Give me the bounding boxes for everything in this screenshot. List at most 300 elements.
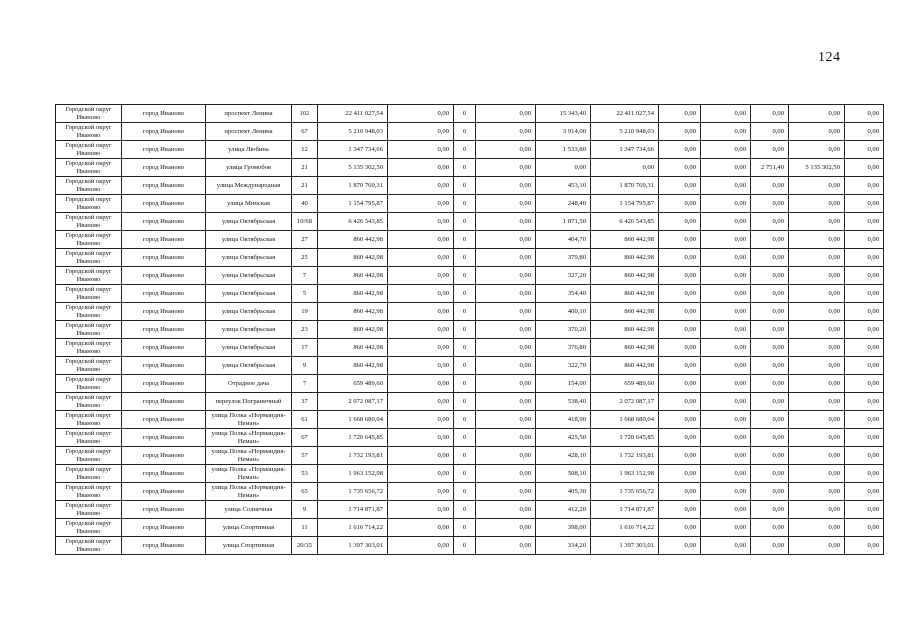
table-row (56, 249, 884, 267)
cell-cost-col-13: 0,00 (751, 321, 789, 339)
cell-street: проспект Ленина (206, 105, 292, 123)
cell-settlement: город Иваново (122, 105, 206, 123)
cell-count-col-7: 0 (454, 177, 476, 195)
cell-count-col-7: 0 (454, 303, 476, 321)
cell-settlement: город Иваново (122, 411, 206, 429)
cell-house-number: 19 (292, 303, 318, 321)
cell-cost-col-13: 0,00 (751, 177, 789, 195)
cell-cost-col-10: 860 442,98 (591, 303, 659, 321)
cell-cost-col-12: 0,00 (701, 465, 751, 483)
cell-house-number: 67 (292, 123, 318, 141)
cell-area: 425,50 (536, 429, 591, 447)
cell-house-number: 25 (292, 249, 318, 267)
cell-count-col-7: 0 (454, 375, 476, 393)
cell-count-col-7: 0 (454, 285, 476, 303)
cell-street: улица Солнечная (206, 501, 292, 519)
table-row (56, 213, 884, 231)
cell-cost-col-10: 2 072 087,17 (591, 393, 659, 411)
cell-count-col-7: 0 (454, 267, 476, 285)
cell-cost-col-13: 0,00 (751, 141, 789, 159)
cell-cost-col-12: 0,00 (701, 267, 751, 285)
cell-municipality: Городской округ Иваново (56, 411, 122, 429)
cell-cost-col-14: 0,00 (789, 321, 845, 339)
cell-municipality: Городской округ Иваново (56, 375, 122, 393)
cell-settlement: город Иваново (122, 285, 206, 303)
cell-cost-col-15: 0,00 (845, 357, 884, 375)
cell-cost-col-11: 0,00 (659, 213, 701, 231)
cell-cost-col-8: 0,00 (476, 213, 536, 231)
cell-cost-col-12: 0,00 (701, 483, 751, 501)
page-number: 124 (818, 50, 841, 65)
cell-cost-col-11: 0,00 (659, 141, 701, 159)
cell-cost-col-15: 0,00 (845, 267, 884, 285)
cell-municipality: Городской округ Иваново (56, 465, 122, 483)
cell-house-number: 5 (292, 285, 318, 303)
cell-cost-col-11: 0,00 (659, 447, 701, 465)
table-row (56, 159, 884, 177)
cell-cost-col-10: 1 720 645,85 (591, 429, 659, 447)
cell-cost-col-15: 0,00 (845, 213, 884, 231)
cell-house-number: 9 (292, 501, 318, 519)
cell-cost-col-10: 22 411 027,54 (591, 105, 659, 123)
cell-cost-col-10: 1 735 656,72 (591, 483, 659, 501)
cell-street: улица Полка «Нормандия-Неман» (206, 447, 292, 465)
cell-cost-col-6: 0,00 (388, 411, 454, 429)
cell-cost-col-13: 0,00 (751, 105, 789, 123)
table-row (56, 375, 884, 393)
cell-cost-col-11: 0,00 (659, 393, 701, 411)
cell-house-number: 11 (292, 519, 318, 537)
cell-cost-col-12: 0,00 (701, 411, 751, 429)
cell-street: улица Минская (206, 195, 292, 213)
cell-cost-col-14: 0,00 (789, 429, 845, 447)
cell-count-col-7: 0 (454, 195, 476, 213)
cell-municipality: Городской округ Иваново (56, 123, 122, 141)
cell-area: 538,40 (536, 393, 591, 411)
cell-cost-col-14: 0,00 (789, 123, 845, 141)
cell-cost-col-6: 0,00 (388, 123, 454, 141)
cell-cost-col-10: 1 870 769,31 (591, 177, 659, 195)
cell-area: 404,70 (536, 231, 591, 249)
cell-count-col-7: 0 (454, 483, 476, 501)
cell-count-col-7: 0 (454, 105, 476, 123)
cell-house-number: 21 (292, 177, 318, 195)
cell-cost-col-11: 0,00 (659, 339, 701, 357)
cell-cost-col-14: 0,00 (789, 303, 845, 321)
cell-total-cost: 1 616 714,22 (318, 519, 388, 537)
cell-cost-col-11: 0,00 (659, 105, 701, 123)
table-row (56, 339, 884, 357)
cell-area: 400,10 (536, 303, 591, 321)
cell-settlement: город Иваново (122, 159, 206, 177)
cell-house-number: 27 (292, 231, 318, 249)
cell-total-cost: 860 442,98 (318, 303, 388, 321)
cell-count-col-7: 0 (454, 213, 476, 231)
cell-cost-col-6: 0,00 (388, 285, 454, 303)
cell-cost-col-13: 0,00 (751, 393, 789, 411)
cell-cost-col-6: 0,00 (388, 303, 454, 321)
cell-municipality: Городской округ Иваново (56, 321, 122, 339)
cell-cost-col-15: 0,00 (845, 231, 884, 249)
cell-municipality: Городской округ Иваново (56, 195, 122, 213)
table-row (56, 123, 884, 141)
cell-cost-col-11: 0,00 (659, 195, 701, 213)
table-row (56, 285, 884, 303)
cell-cost-col-6: 0,00 (388, 357, 454, 375)
cell-cost-col-6: 0,00 (388, 519, 454, 537)
cell-cost-col-15: 0,00 (845, 411, 884, 429)
cell-cost-col-13: 0,00 (751, 195, 789, 213)
cell-cost-col-12: 0,00 (701, 339, 751, 357)
cell-cost-col-15: 0,00 (845, 141, 884, 159)
cell-municipality: Городской округ Иваново (56, 339, 122, 357)
cell-cost-col-14: 0,00 (789, 501, 845, 519)
cell-cost-col-6: 0,00 (388, 195, 454, 213)
cell-house-number: 10/68 (292, 213, 318, 231)
cell-street: улица Октябрьская (206, 213, 292, 231)
cell-cost-col-12: 0,00 (701, 213, 751, 231)
table-row (56, 231, 884, 249)
cell-area: 248,40 (536, 195, 591, 213)
cell-cost-col-8: 0,00 (476, 285, 536, 303)
cell-cost-col-12: 0,00 (701, 519, 751, 537)
cell-cost-col-6: 0,00 (388, 231, 454, 249)
cell-area: 1 871,50 (536, 213, 591, 231)
cell-cost-col-14: 0,00 (789, 249, 845, 267)
cell-cost-col-10: 860 442,98 (591, 339, 659, 357)
cell-cost-col-11: 0,00 (659, 483, 701, 501)
cell-house-number: 21 (292, 159, 318, 177)
cell-total-cost: 1 668 680,04 (318, 411, 388, 429)
cell-house-number: 20/35 (292, 537, 318, 555)
cell-area: 154,00 (536, 375, 591, 393)
cell-cost-col-8: 0,00 (476, 339, 536, 357)
repair-cost-table (55, 104, 884, 555)
cell-cost-col-11: 0,00 (659, 519, 701, 537)
cell-cost-col-13: 0,00 (751, 339, 789, 357)
cell-cost-col-10: 1 963 152,98 (591, 465, 659, 483)
cell-street: улица Октябрьская (206, 231, 292, 249)
cell-street: улица Спортивная (206, 519, 292, 537)
cell-cost-col-6: 0,00 (388, 249, 454, 267)
cell-municipality: Городской округ Иваново (56, 357, 122, 375)
cell-cost-col-10: 860 442,98 (591, 357, 659, 375)
cell-cost-col-8: 0,00 (476, 501, 536, 519)
cell-cost-col-12: 0,00 (701, 429, 751, 447)
cell-total-cost: 860 442,98 (318, 321, 388, 339)
cell-settlement: город Иваново (122, 519, 206, 537)
cell-cost-col-15: 0,00 (845, 465, 884, 483)
cell-settlement: город Иваново (122, 195, 206, 213)
cell-cost-col-10: 5 210 948,03 (591, 123, 659, 141)
cell-cost-col-14: 0,00 (789, 105, 845, 123)
cell-cost-col-13: 0,00 (751, 303, 789, 321)
cell-cost-col-8: 0,00 (476, 321, 536, 339)
cell-cost-col-14: 0,00 (789, 141, 845, 159)
cell-cost-col-10: 659 489,60 (591, 375, 659, 393)
cell-municipality: Городской округ Иваново (56, 267, 122, 285)
cell-house-number: 17 (292, 339, 318, 357)
cell-house-number: 61 (292, 411, 318, 429)
cell-area: 428,10 (536, 447, 591, 465)
cell-house-number: 102 (292, 105, 318, 123)
cell-cost-col-8: 0,00 (476, 105, 536, 123)
cell-cost-col-6: 0,00 (388, 141, 454, 159)
cell-house-number: 65 (292, 483, 318, 501)
cell-cost-col-8: 0,00 (476, 465, 536, 483)
table-row (56, 519, 884, 537)
cell-cost-col-8: 0,00 (476, 519, 536, 537)
cell-cost-col-15: 0,00 (845, 285, 884, 303)
cell-settlement: город Иваново (122, 393, 206, 411)
cell-cost-col-8: 0,00 (476, 393, 536, 411)
cell-cost-col-15: 0,00 (845, 447, 884, 465)
cell-street: улица Полка «Нормандия-Неман» (206, 465, 292, 483)
cell-cost-col-13: 0,00 (751, 483, 789, 501)
cell-cost-col-10: 860 442,98 (591, 249, 659, 267)
cell-count-col-7: 0 (454, 393, 476, 411)
table-row (56, 105, 884, 123)
cell-house-number: 67 (292, 429, 318, 447)
cell-cost-col-10: 860 442,98 (591, 267, 659, 285)
table-row (56, 447, 884, 465)
cell-street: Отрадное дача (206, 375, 292, 393)
cell-municipality: Городской округ Иваново (56, 537, 122, 555)
cell-count-col-7: 0 (454, 537, 476, 555)
cell-cost-col-14: 0,00 (789, 537, 845, 555)
cell-area: 334,20 (536, 537, 591, 555)
cell-total-cost: 5 135 302,50 (318, 159, 388, 177)
cell-cost-col-10: 1 732 193,81 (591, 447, 659, 465)
cell-cost-col-13: 0,00 (751, 411, 789, 429)
cell-municipality: Городской округ Иваново (56, 429, 122, 447)
cell-cost-col-15: 0,00 (845, 429, 884, 447)
cell-street: улица Октябрьская (206, 321, 292, 339)
cell-street: улица Полка «Нормандия-Неман» (206, 429, 292, 447)
cell-municipality: Городской округ Иваново (56, 303, 122, 321)
cell-cost-col-13: 0,00 (751, 249, 789, 267)
table-row (56, 501, 884, 519)
cell-cost-col-15: 0,00 (845, 249, 884, 267)
cell-cost-col-11: 0,00 (659, 123, 701, 141)
cell-total-cost: 6 426 543,85 (318, 213, 388, 231)
cell-cost-col-11: 0,00 (659, 321, 701, 339)
cell-total-cost: 860 442,98 (318, 339, 388, 357)
cell-area: 370,20 (536, 321, 591, 339)
cell-cost-col-14: 0,00 (789, 393, 845, 411)
cell-count-col-7: 0 (454, 357, 476, 375)
cell-street: улица Октябрьская (206, 357, 292, 375)
cell-cost-col-12: 0,00 (701, 141, 751, 159)
cell-cost-col-14: 0,00 (789, 357, 845, 375)
cell-area: 418,90 (536, 411, 591, 429)
cell-settlement: город Иваново (122, 321, 206, 339)
cell-municipality: Городской округ Иваново (56, 501, 122, 519)
cell-total-cost: 1 154 795,87 (318, 195, 388, 213)
table-row (56, 483, 884, 501)
cell-cost-col-14: 0,00 (789, 483, 845, 501)
cell-cost-col-11: 0,00 (659, 249, 701, 267)
cell-house-number: 37 (292, 393, 318, 411)
cell-cost-col-13: 0,00 (751, 267, 789, 285)
table-row (56, 195, 884, 213)
cell-cost-col-15: 0,00 (845, 393, 884, 411)
cell-area: 412,20 (536, 501, 591, 519)
cell-cost-col-15: 0,00 (845, 501, 884, 519)
cell-street: улица Октябрьская (206, 267, 292, 285)
table-row (56, 267, 884, 285)
cell-cost-col-6: 0,00 (388, 393, 454, 411)
cell-street: переулок Пограничный (206, 393, 292, 411)
cell-cost-col-10: 1 154 795,87 (591, 195, 659, 213)
cell-cost-col-15: 0,00 (845, 303, 884, 321)
table-row (56, 393, 884, 411)
cell-cost-col-6: 0,00 (388, 501, 454, 519)
cell-cost-col-15: 0,00 (845, 339, 884, 357)
cell-street: улица Громобоя (206, 159, 292, 177)
cell-cost-col-13: 0,00 (751, 465, 789, 483)
cell-street: проспект Ленина (206, 123, 292, 141)
cell-settlement: город Иваново (122, 429, 206, 447)
cell-total-cost: 1 732 193,81 (318, 447, 388, 465)
cell-settlement: город Иваново (122, 537, 206, 555)
table-row (56, 411, 884, 429)
cell-house-number: 12 (292, 141, 318, 159)
cell-cost-col-12: 0,00 (701, 195, 751, 213)
cell-cost-col-11: 0,00 (659, 231, 701, 249)
cell-total-cost: 5 210 948,03 (318, 123, 388, 141)
cell-cost-col-6: 0,00 (388, 375, 454, 393)
cell-cost-col-12: 0,00 (701, 177, 751, 195)
cell-house-number: 23 (292, 321, 318, 339)
cell-settlement: город Иваново (122, 339, 206, 357)
cell-cost-col-8: 0,00 (476, 195, 536, 213)
cell-cost-col-12: 0,00 (701, 249, 751, 267)
cell-total-cost: 860 442,98 (318, 249, 388, 267)
cell-house-number: 7 (292, 267, 318, 285)
cell-street: улица Спортивная (206, 537, 292, 555)
cell-cost-col-11: 0,00 (659, 537, 701, 555)
cell-municipality: Городской округ Иваново (56, 213, 122, 231)
cell-cost-col-8: 0,00 (476, 177, 536, 195)
cell-cost-col-13: 0,00 (751, 519, 789, 537)
cell-street: улица Любина (206, 141, 292, 159)
cell-count-col-7: 0 (454, 519, 476, 537)
cell-cost-col-11: 0,00 (659, 375, 701, 393)
cell-count-col-7: 0 (454, 465, 476, 483)
cell-total-cost: 860 442,98 (318, 231, 388, 249)
cell-cost-col-6: 0,00 (388, 465, 454, 483)
cell-cost-col-12: 0,00 (701, 123, 751, 141)
cell-cost-col-13: 0,00 (751, 537, 789, 555)
cell-cost-col-14: 0,00 (789, 519, 845, 537)
cell-total-cost: 1 870 769,31 (318, 177, 388, 195)
cell-cost-col-13: 0,00 (751, 213, 789, 231)
cell-cost-col-14: 0,00 (789, 285, 845, 303)
cell-settlement: город Иваново (122, 141, 206, 159)
cell-count-col-7: 0 (454, 411, 476, 429)
cell-count-col-7: 0 (454, 501, 476, 519)
cell-cost-col-12: 0,00 (701, 393, 751, 411)
cell-cost-col-13: 2 751,40 (751, 159, 789, 177)
cell-cost-col-8: 0,00 (476, 483, 536, 501)
cell-total-cost: 1 735 656,72 (318, 483, 388, 501)
cell-house-number: 7 (292, 375, 318, 393)
cell-settlement: город Иваново (122, 375, 206, 393)
cell-municipality: Городской округ Иваново (56, 519, 122, 537)
cell-cost-col-12: 0,00 (701, 321, 751, 339)
cell-count-col-7: 0 (454, 249, 476, 267)
cell-cost-col-15: 0,00 (845, 537, 884, 555)
cell-count-col-7: 0 (454, 141, 476, 159)
cell-total-cost: 659 489,60 (318, 375, 388, 393)
cell-cost-col-8: 0,00 (476, 267, 536, 285)
cell-cost-col-14: 0,00 (789, 195, 845, 213)
cell-municipality: Городской округ Иваново (56, 249, 122, 267)
cell-settlement: город Иваново (122, 465, 206, 483)
cell-settlement: город Иваново (122, 123, 206, 141)
cell-cost-col-15: 0,00 (845, 375, 884, 393)
cell-cost-col-10: 860 442,98 (591, 321, 659, 339)
cell-settlement: город Иваново (122, 303, 206, 321)
cell-cost-col-13: 0,00 (751, 123, 789, 141)
cell-cost-col-13: 0,00 (751, 429, 789, 447)
cell-cost-col-11: 0,00 (659, 357, 701, 375)
cell-municipality: Городской округ Иваново (56, 483, 122, 501)
cell-cost-col-13: 0,00 (751, 357, 789, 375)
cell-count-col-7: 0 (454, 159, 476, 177)
cell-cost-col-8: 0,00 (476, 141, 536, 159)
cell-house-number: 9 (292, 357, 318, 375)
cell-settlement: город Иваново (122, 357, 206, 375)
cell-settlement: город Иваново (122, 249, 206, 267)
cell-total-cost: 2 072 087,17 (318, 393, 388, 411)
cell-cost-col-11: 0,00 (659, 177, 701, 195)
cell-municipality: Городской округ Иваново (56, 231, 122, 249)
cell-cost-col-15: 0,00 (845, 195, 884, 213)
cell-count-col-7: 0 (454, 429, 476, 447)
cell-house-number: 40 (292, 195, 318, 213)
cell-municipality: Городской округ Иваново (56, 159, 122, 177)
cell-total-cost: 1 720 645,85 (318, 429, 388, 447)
cell-cost-col-8: 0,00 (476, 411, 536, 429)
cell-cost-col-8: 0,00 (476, 537, 536, 555)
cell-cost-col-15: 0,00 (845, 123, 884, 141)
cell-cost-col-13: 0,00 (751, 501, 789, 519)
cell-cost-col-15: 0,00 (845, 483, 884, 501)
cell-street: улица Октябрьская (206, 285, 292, 303)
cell-cost-col-13: 0,00 (751, 447, 789, 465)
cell-street: улица Полка «Нормандия-Неман» (206, 483, 292, 501)
cell-cost-col-10: 860 442,98 (591, 231, 659, 249)
cell-cost-col-10: 1 397 303,01 (591, 537, 659, 555)
cell-cost-col-13: 0,00 (751, 231, 789, 249)
cell-cost-col-10: 860 442,98 (591, 285, 659, 303)
cell-cost-col-12: 0,00 (701, 375, 751, 393)
cell-cost-col-13: 0,00 (751, 375, 789, 393)
cell-area: 327,20 (536, 267, 591, 285)
cell-cost-col-8: 0,00 (476, 123, 536, 141)
cell-street: улица Октябрьская (206, 303, 292, 321)
cell-count-col-7: 0 (454, 339, 476, 357)
cell-count-col-7: 0 (454, 321, 476, 339)
cell-settlement: город Иваново (122, 213, 206, 231)
cell-cost-col-12: 0,00 (701, 501, 751, 519)
cell-municipality: Городской округ Иваново (56, 177, 122, 195)
cell-cost-col-10: 1 616 714,22 (591, 519, 659, 537)
cell-municipality: Городской округ Иваново (56, 105, 122, 123)
cell-cost-col-8: 0,00 (476, 447, 536, 465)
